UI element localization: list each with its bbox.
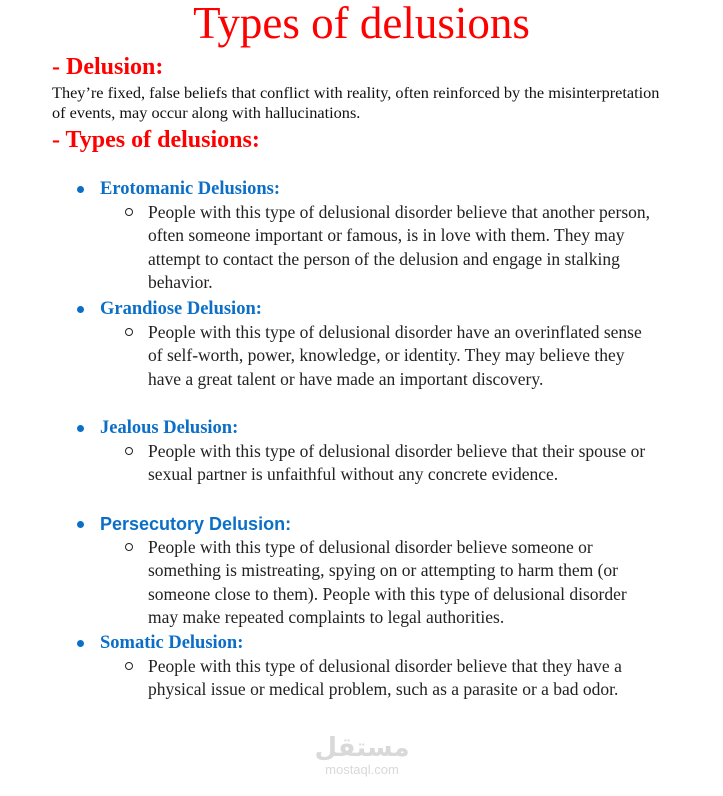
watermark-arabic: مستقل [314,733,410,763]
bullet-icon [77,186,84,193]
type-description: People with this type of delusional disorder believe someone or something is mistreating, spying on or attempting to harm them (or someone close to them). People with this type of delusional disorder may make repeated complaints to legal authorities. [148,537,627,627]
hollow-bullet-icon [125,328,133,336]
bullet-icon [77,425,84,432]
hollow-bullet-icon [125,662,133,670]
type-label: Erotomanic Delusions: [100,179,281,199]
page-title: Types of delusions [193,0,530,48]
type-description: People with this type of delusional disorder believe that their spouse or sexual partner is unfaithful without any concrete evidence. [148,441,646,485]
type-label: Grandiose Delusion: [100,299,262,319]
type-label: Somatic Delusion: [100,633,244,653]
watermark-latin: mostaql.com [325,762,399,777]
type-description: People with this type of delusional disorder believe that they have a physical issue or medical problem, such as a parasite or a bad odor. [148,656,622,700]
type-description: People with this type of delusional disorder have an overinflated sense of self-worth, power, knowledge, or identity. They may believe they have a great talent or have made an important discovery. [148,322,642,389]
types-heading: - Types of delusions: [52,127,260,153]
watermark [310,733,414,777]
hollow-bullet-icon [125,208,133,216]
bullet-icon [77,521,84,528]
type-label: Persecutory Delusion: [100,514,292,534]
hollow-bullet-icon [125,543,133,551]
type-description: People with this type of delusional disorder believe that another person, often someone important or famous, is in love with them. They may attempt to contact the person of the delusion and engage in stalking behavior. [148,202,651,292]
type-label: Jealous Delusion: [100,418,239,438]
bullet-icon [77,306,84,313]
hollow-bullet-icon [125,447,133,455]
delusion-heading: - Delusion: [52,54,164,80]
delusion-definition: They’re fixed, false beliefs that conflict with reality, often reinforced by the misinterpretation of events, may occur along with hallucinations. [52,83,660,122]
bullet-icon [77,640,84,647]
